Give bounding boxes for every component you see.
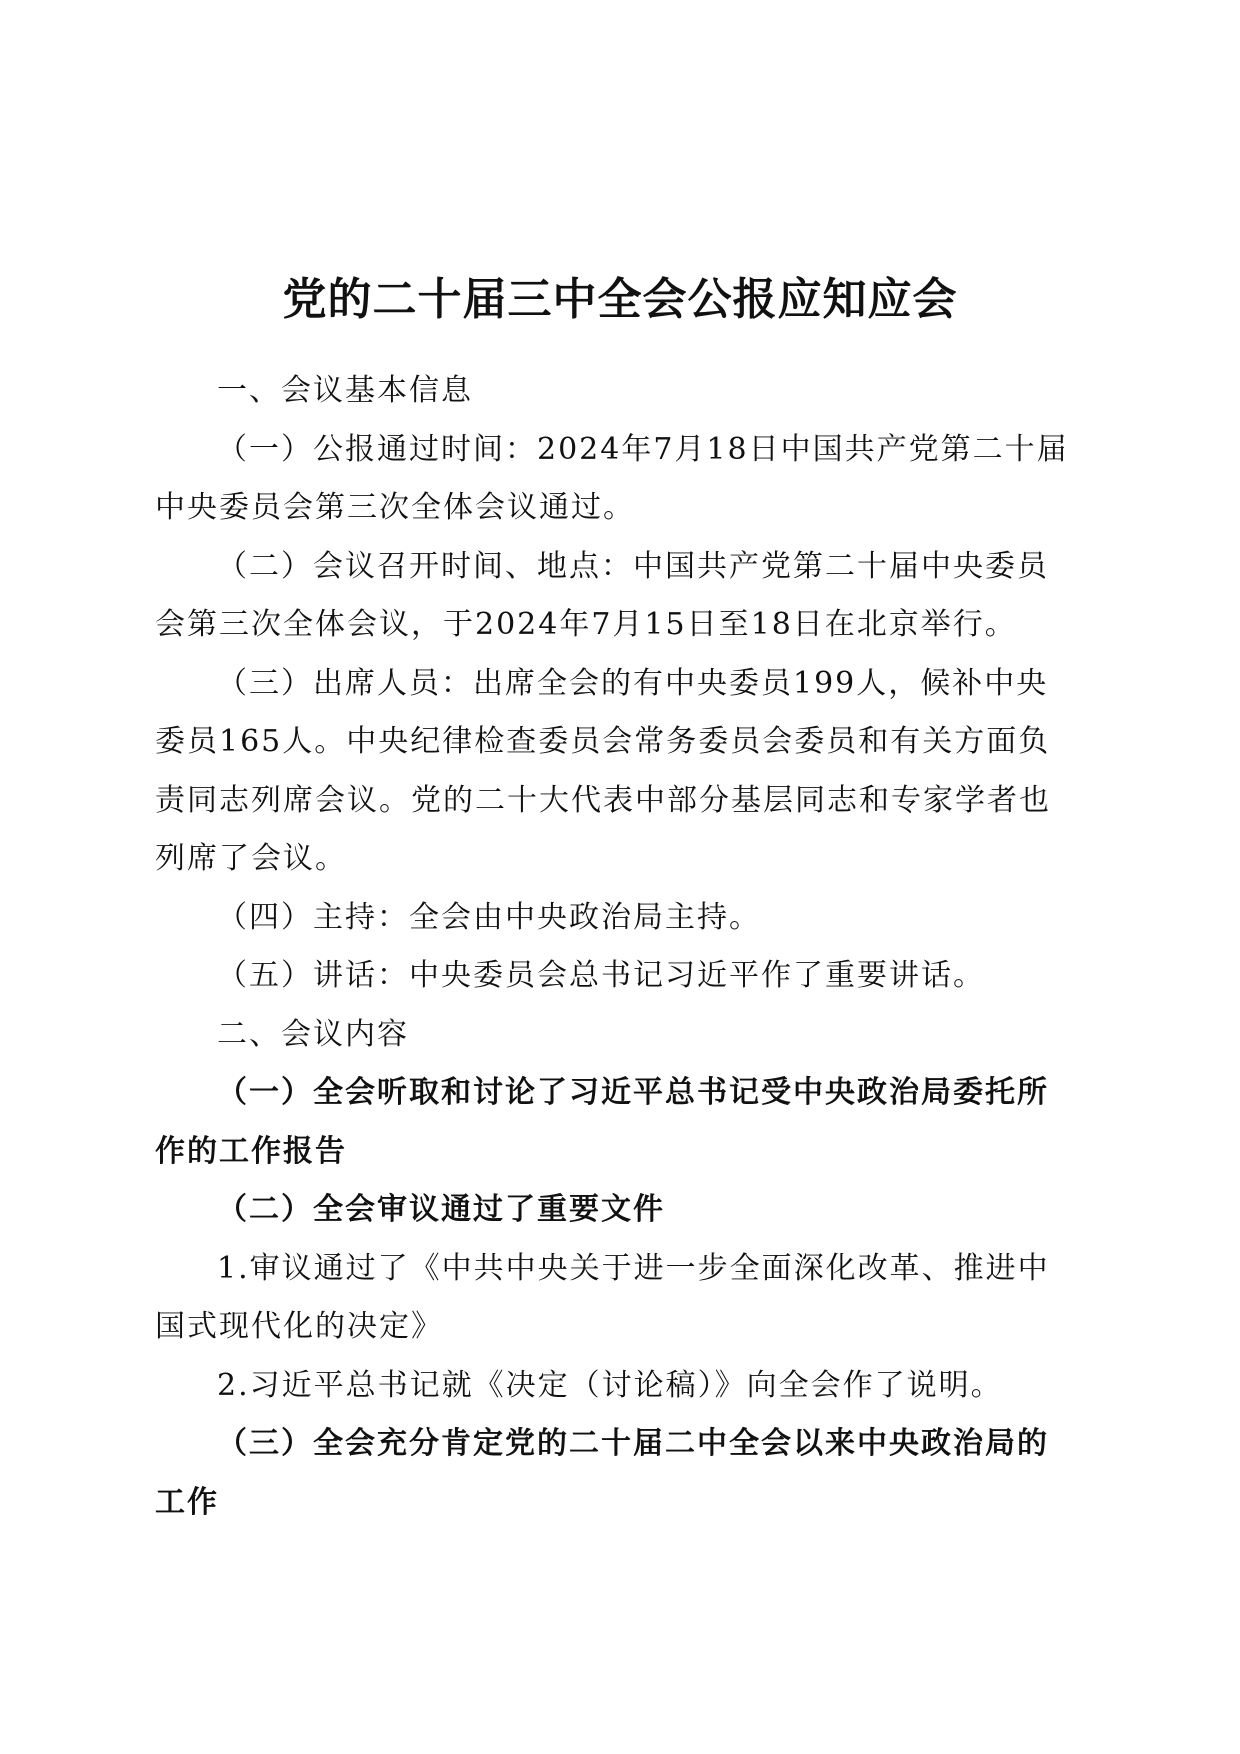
section-heading-content: 二、会议内容 — [217, 1016, 409, 1052]
page-title: 党的二十届三中全会公报应知应会 — [282, 274, 958, 325]
subheading-work-report: （一）全会听取和讨论了习近平总书记受中央政治局委托所作的工作报告 — [155, 1075, 1049, 1169]
paragraph-host: （四）主持：全会由中央政治局主持。 — [217, 899, 761, 935]
paragraph-adoption-time: （一）公报通过时间：2024年7月18日中国共产党第二十届中央委员会第三次全体会议通过。 — [155, 431, 1069, 525]
subheading-affirmation: （三）全会充分肯定党的二十届二中全会以来中央政治局的工作 — [155, 1426, 1049, 1520]
paragraph-attendees: （三）出席人员：出席全会的有中央委员199人，候补中央委员165人。中央纪律检查委员会常务委员会委员和有关方面负责同志列席会议。党的二十大代表中部分基层同志和专家学者也列席了会议。 — [155, 665, 1051, 876]
paragraph-decision: 1.审议通过了《中共中央关于进一步全面深化改革、推进中国式现代化的决定》 — [155, 1250, 1050, 1344]
document-body — [155, 362, 1075, 1532]
paragraph-explanation: 2.习近平总书记就《决定（讨论稿）》向全会作了说明。 — [217, 1367, 1003, 1403]
paragraph-speech: （五）讲话：中央委员会总书记习近平作了重要讲话。 — [217, 958, 985, 993]
section-heading-basic-info: 一、会议基本信息 — [217, 373, 473, 408]
paragraph-meeting-time-place: （二）会议召开时间、地点：中国共产党第二十届中央委员会第三次全体会议，于2024年7月15日至18日在北京举行。 — [155, 548, 1049, 642]
subheading-documents: （二）全会审议通过了重要文件 — [217, 1192, 665, 1227]
